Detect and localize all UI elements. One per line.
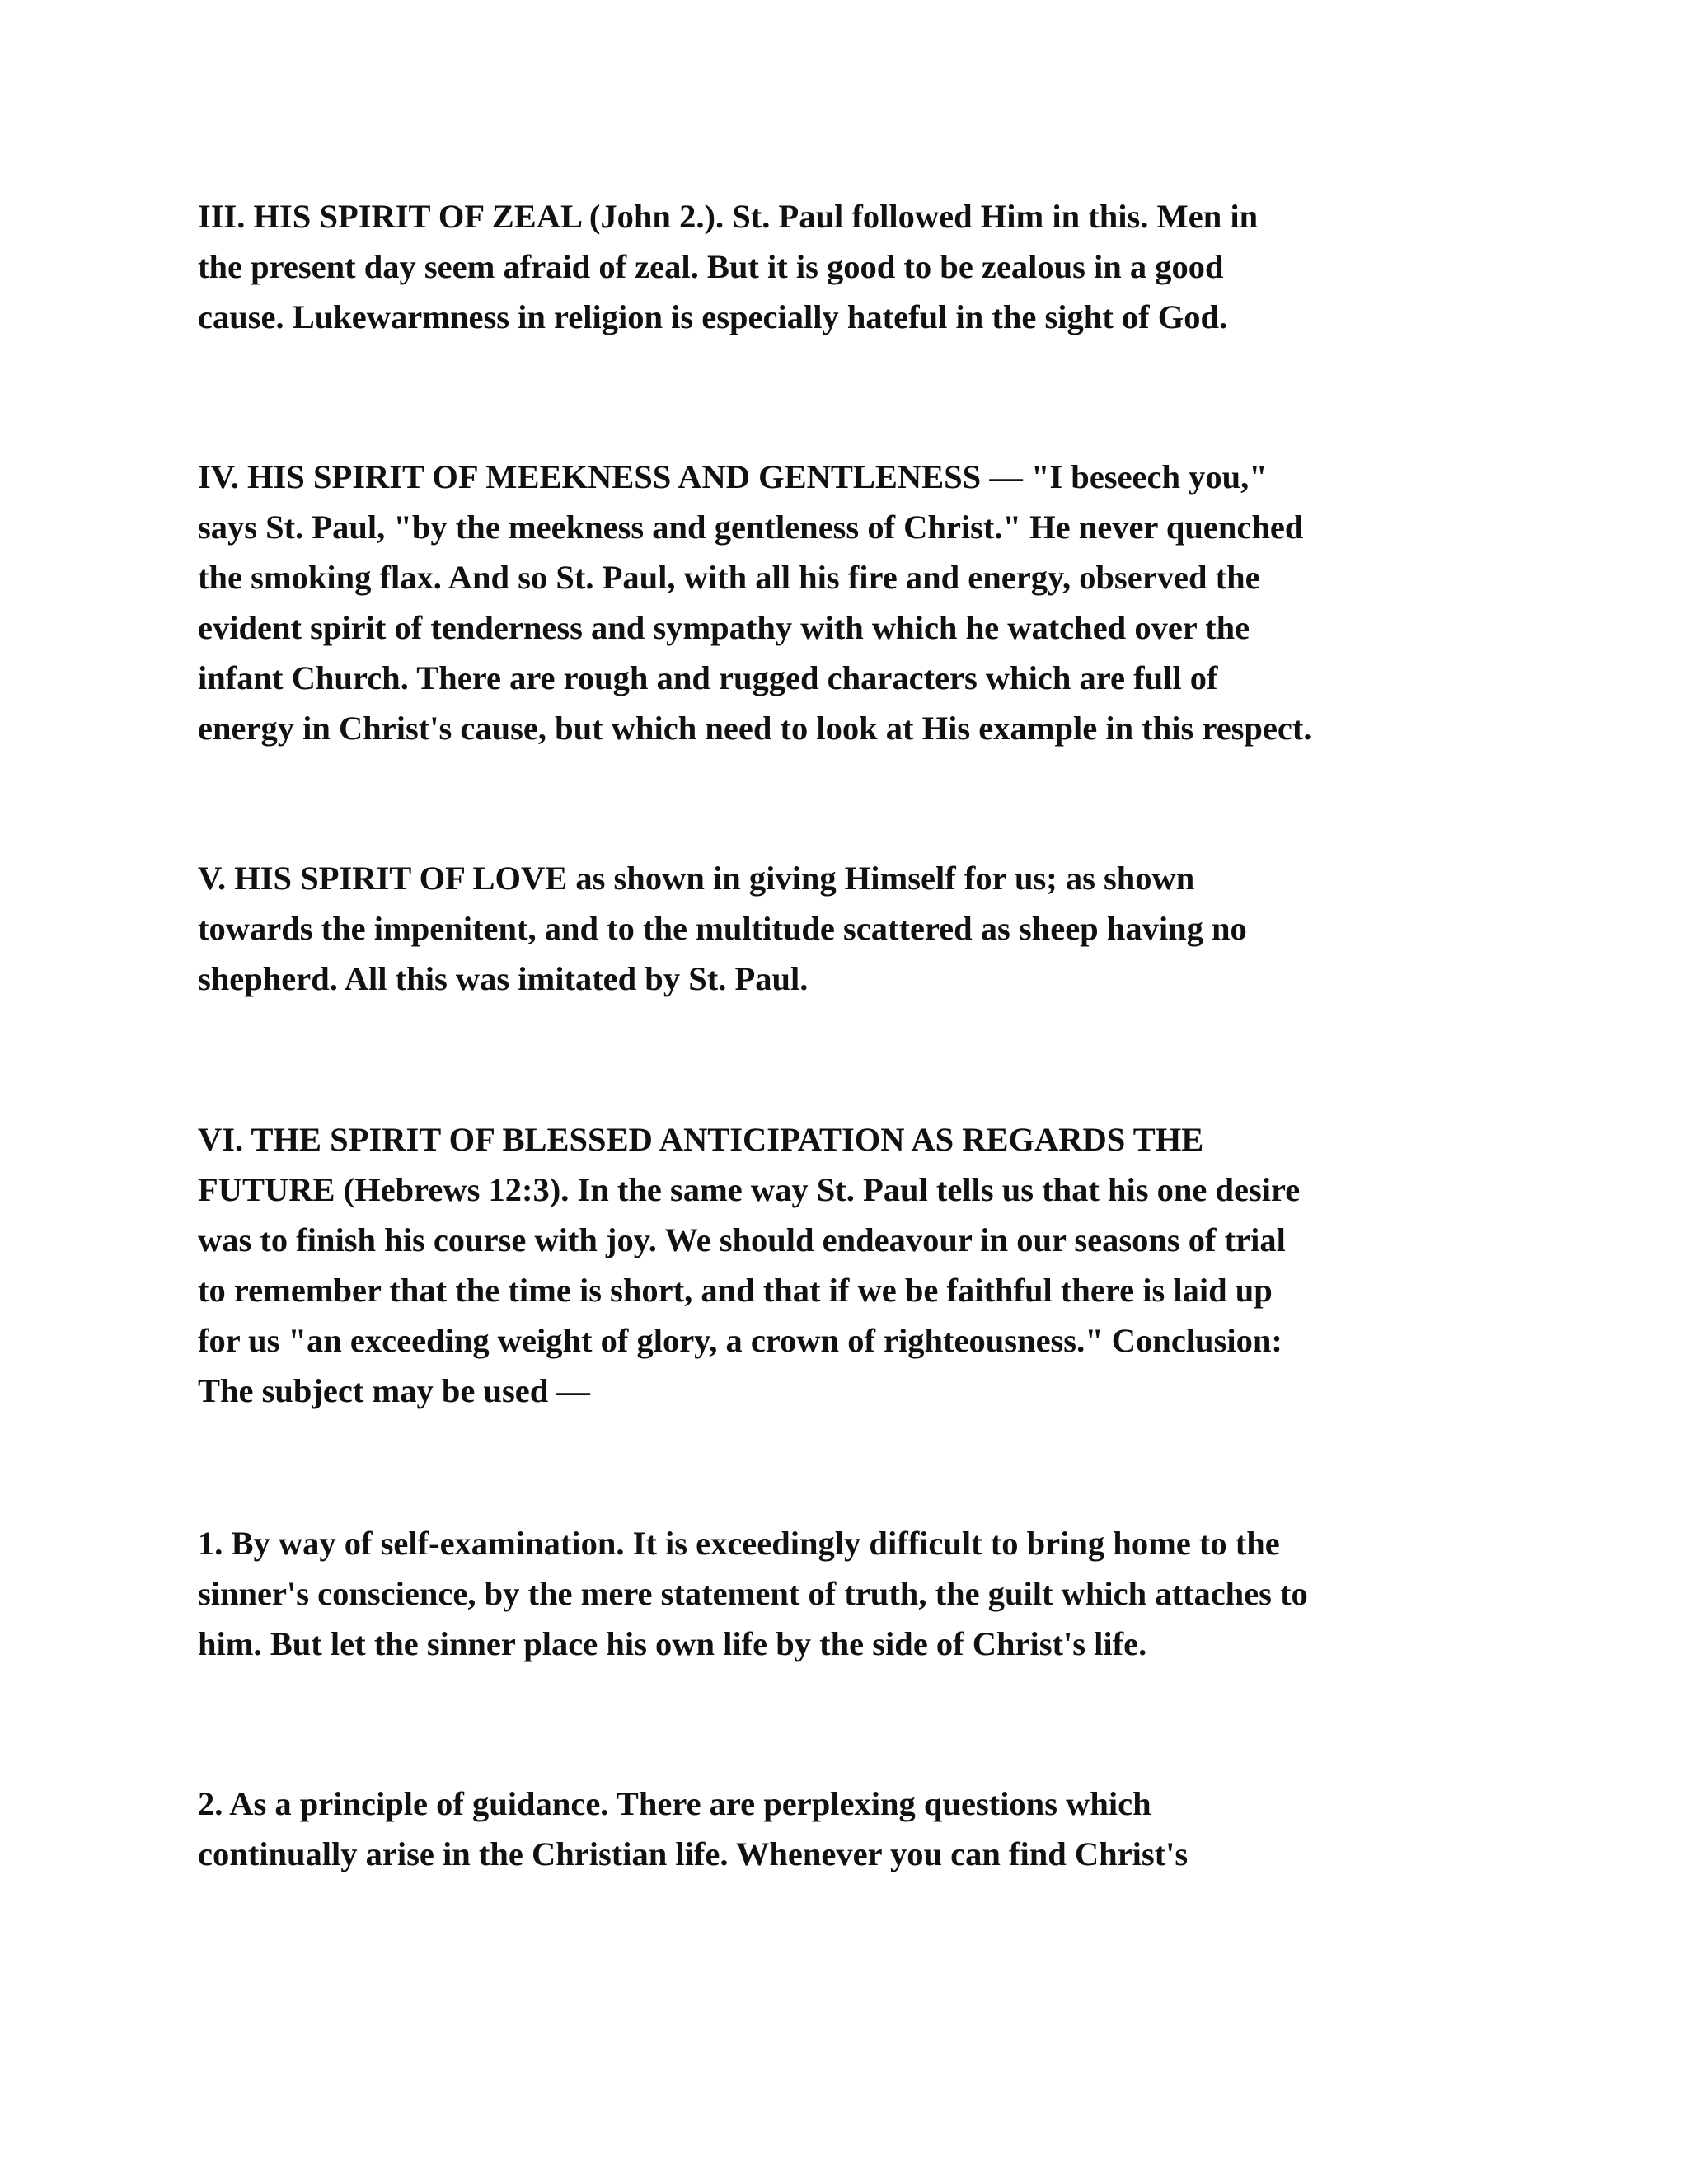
paragraph-spirit-of-love: V. HIS SPIRIT OF LOVE as shown in giving Himself for us; as shown towards the impenitent, and to the multitude scattered as sheep having no shepherd. All this was imitated by St. Paul. [198, 860, 1247, 997]
paragraph-spirit-of-anticipation: VI. THE SPIRIT OF BLESSED ANTICIPATION AS REGARDS THE FUTURE (Hebrews 12:3). In the same way St. Paul tells us that his one desire was to finish his course with joy. We should endeavour in our seasons of trial to remember that the time is short, and that if we be faithful there is laid up for us "an exceeding weight of glory, a crown of righteousness." Conclusion: The subject may be used — [198, 1121, 1301, 1409]
paragraph-spirit-of-meekness: IV. HIS SPIRIT OF MEEKNESS AND GENTLENESS — "I beseech you," says St. Paul, "by the meekness and gentleness of Christ." He never quenched the smoking flax. And so St. Paul, with all his fire and energy, observed the evident spirit of tenderness and sympathy with which he watched over the infant Church. There are rough and rugged characters which are full of energy in Christ's cause, but which need to look at His example in this respect. [198, 458, 1312, 747]
paragraph-self-examination: 1. By way of self-examination. It is exceedingly difficult to bring home to the sinner's conscience, by the mere statement of truth, the guilt which attaches to him. But let the sinner place his own life by the side of Christ's life. [198, 1525, 1308, 1662]
paragraph-principle-of-guidance: 2. As a principle of guidance. There are perplexing questions which continually arise in the Christian life. Whenever you can find Christ's [198, 1785, 1189, 1872]
paragraph-spirit-of-zeal: III. HIS SPIRIT OF ZEAL (John 2.). St. Paul followed Him in this. Men in the present day seem afraid of zeal. But it is good to be zealous in a good cause. Lukewarmness in religion is especially hateful in the sight of God. [198, 198, 1259, 335]
